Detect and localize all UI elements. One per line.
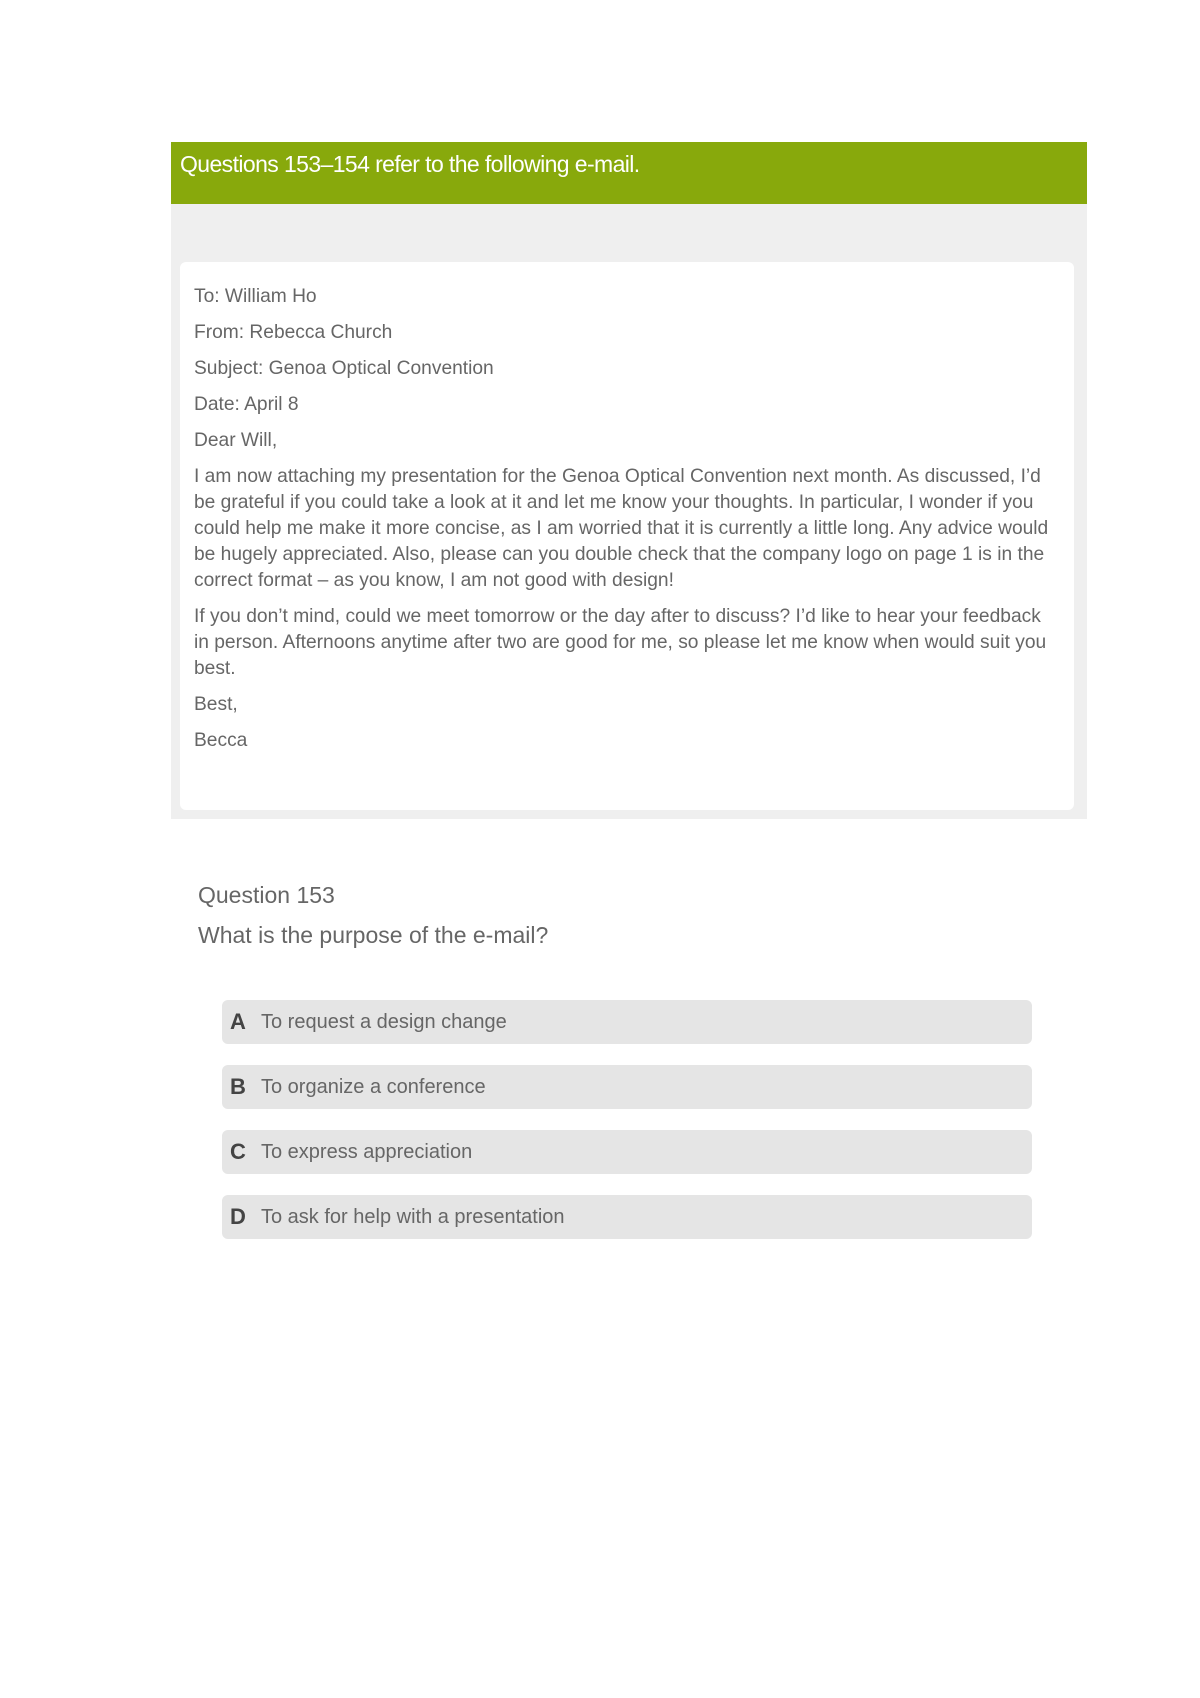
question-text: What is the purpose of the e-mail? — [198, 922, 549, 948]
option-text: To request a design change — [261, 1010, 507, 1033]
answer-options — [222, 1000, 1032, 1260]
passage-panel — [171, 142, 1087, 819]
question-number: Question 153 — [198, 882, 335, 908]
email-card — [180, 262, 1074, 810]
email-to: To: William Ho — [194, 286, 317, 307]
email-date: Date: April 8 — [194, 394, 299, 415]
email-paragraph: I am now attaching my presentation for the Genoa Optical Convention next month. As discussed, I’d be grateful if you could take a look at it and let me know your thoughts. In particular, I wonder if you could help me make it more concise, as I am worried that it is currently a little long. Any advice would be hugely appreciated. Also, please can you double check that the company logo on page 1 is in the correct format – as you know, I am not good with design! — [194, 466, 1049, 591]
option-letter: D — [230, 1204, 246, 1229]
email-greeting: Dear Will, — [194, 430, 278, 451]
answer-option-a[interactable] — [222, 1000, 1032, 1044]
passage-header: Questions 153–154 refer to the following e-mail. — [171, 142, 1087, 204]
option-text: To ask for help with a presentation — [261, 1205, 565, 1228]
email-closing: Best, — [194, 694, 238, 715]
email-subject: Subject: Genoa Optical Convention — [194, 358, 494, 379]
option-letter: C — [230, 1139, 246, 1164]
email-paragraph: If you don’t mind, could we meet tomorrow or the day after to discuss? I’d like to hear your feedback in person. Afternoons anytime after two are good for me, so please let me know when would suit you best. — [194, 606, 1047, 679]
option-text: To express appreciation — [261, 1140, 473, 1163]
email-from: From: Rebecca Church — [194, 322, 393, 343]
answer-option-b[interactable] — [222, 1065, 1032, 1109]
answer-option-c[interactable] — [222, 1130, 1032, 1174]
answer-option-d[interactable] — [222, 1195, 1032, 1239]
email-signature: Becca — [194, 730, 248, 751]
option-text: To organize a conference — [261, 1075, 486, 1098]
option-letter: B — [230, 1074, 246, 1099]
option-letter: A — [230, 1009, 246, 1034]
